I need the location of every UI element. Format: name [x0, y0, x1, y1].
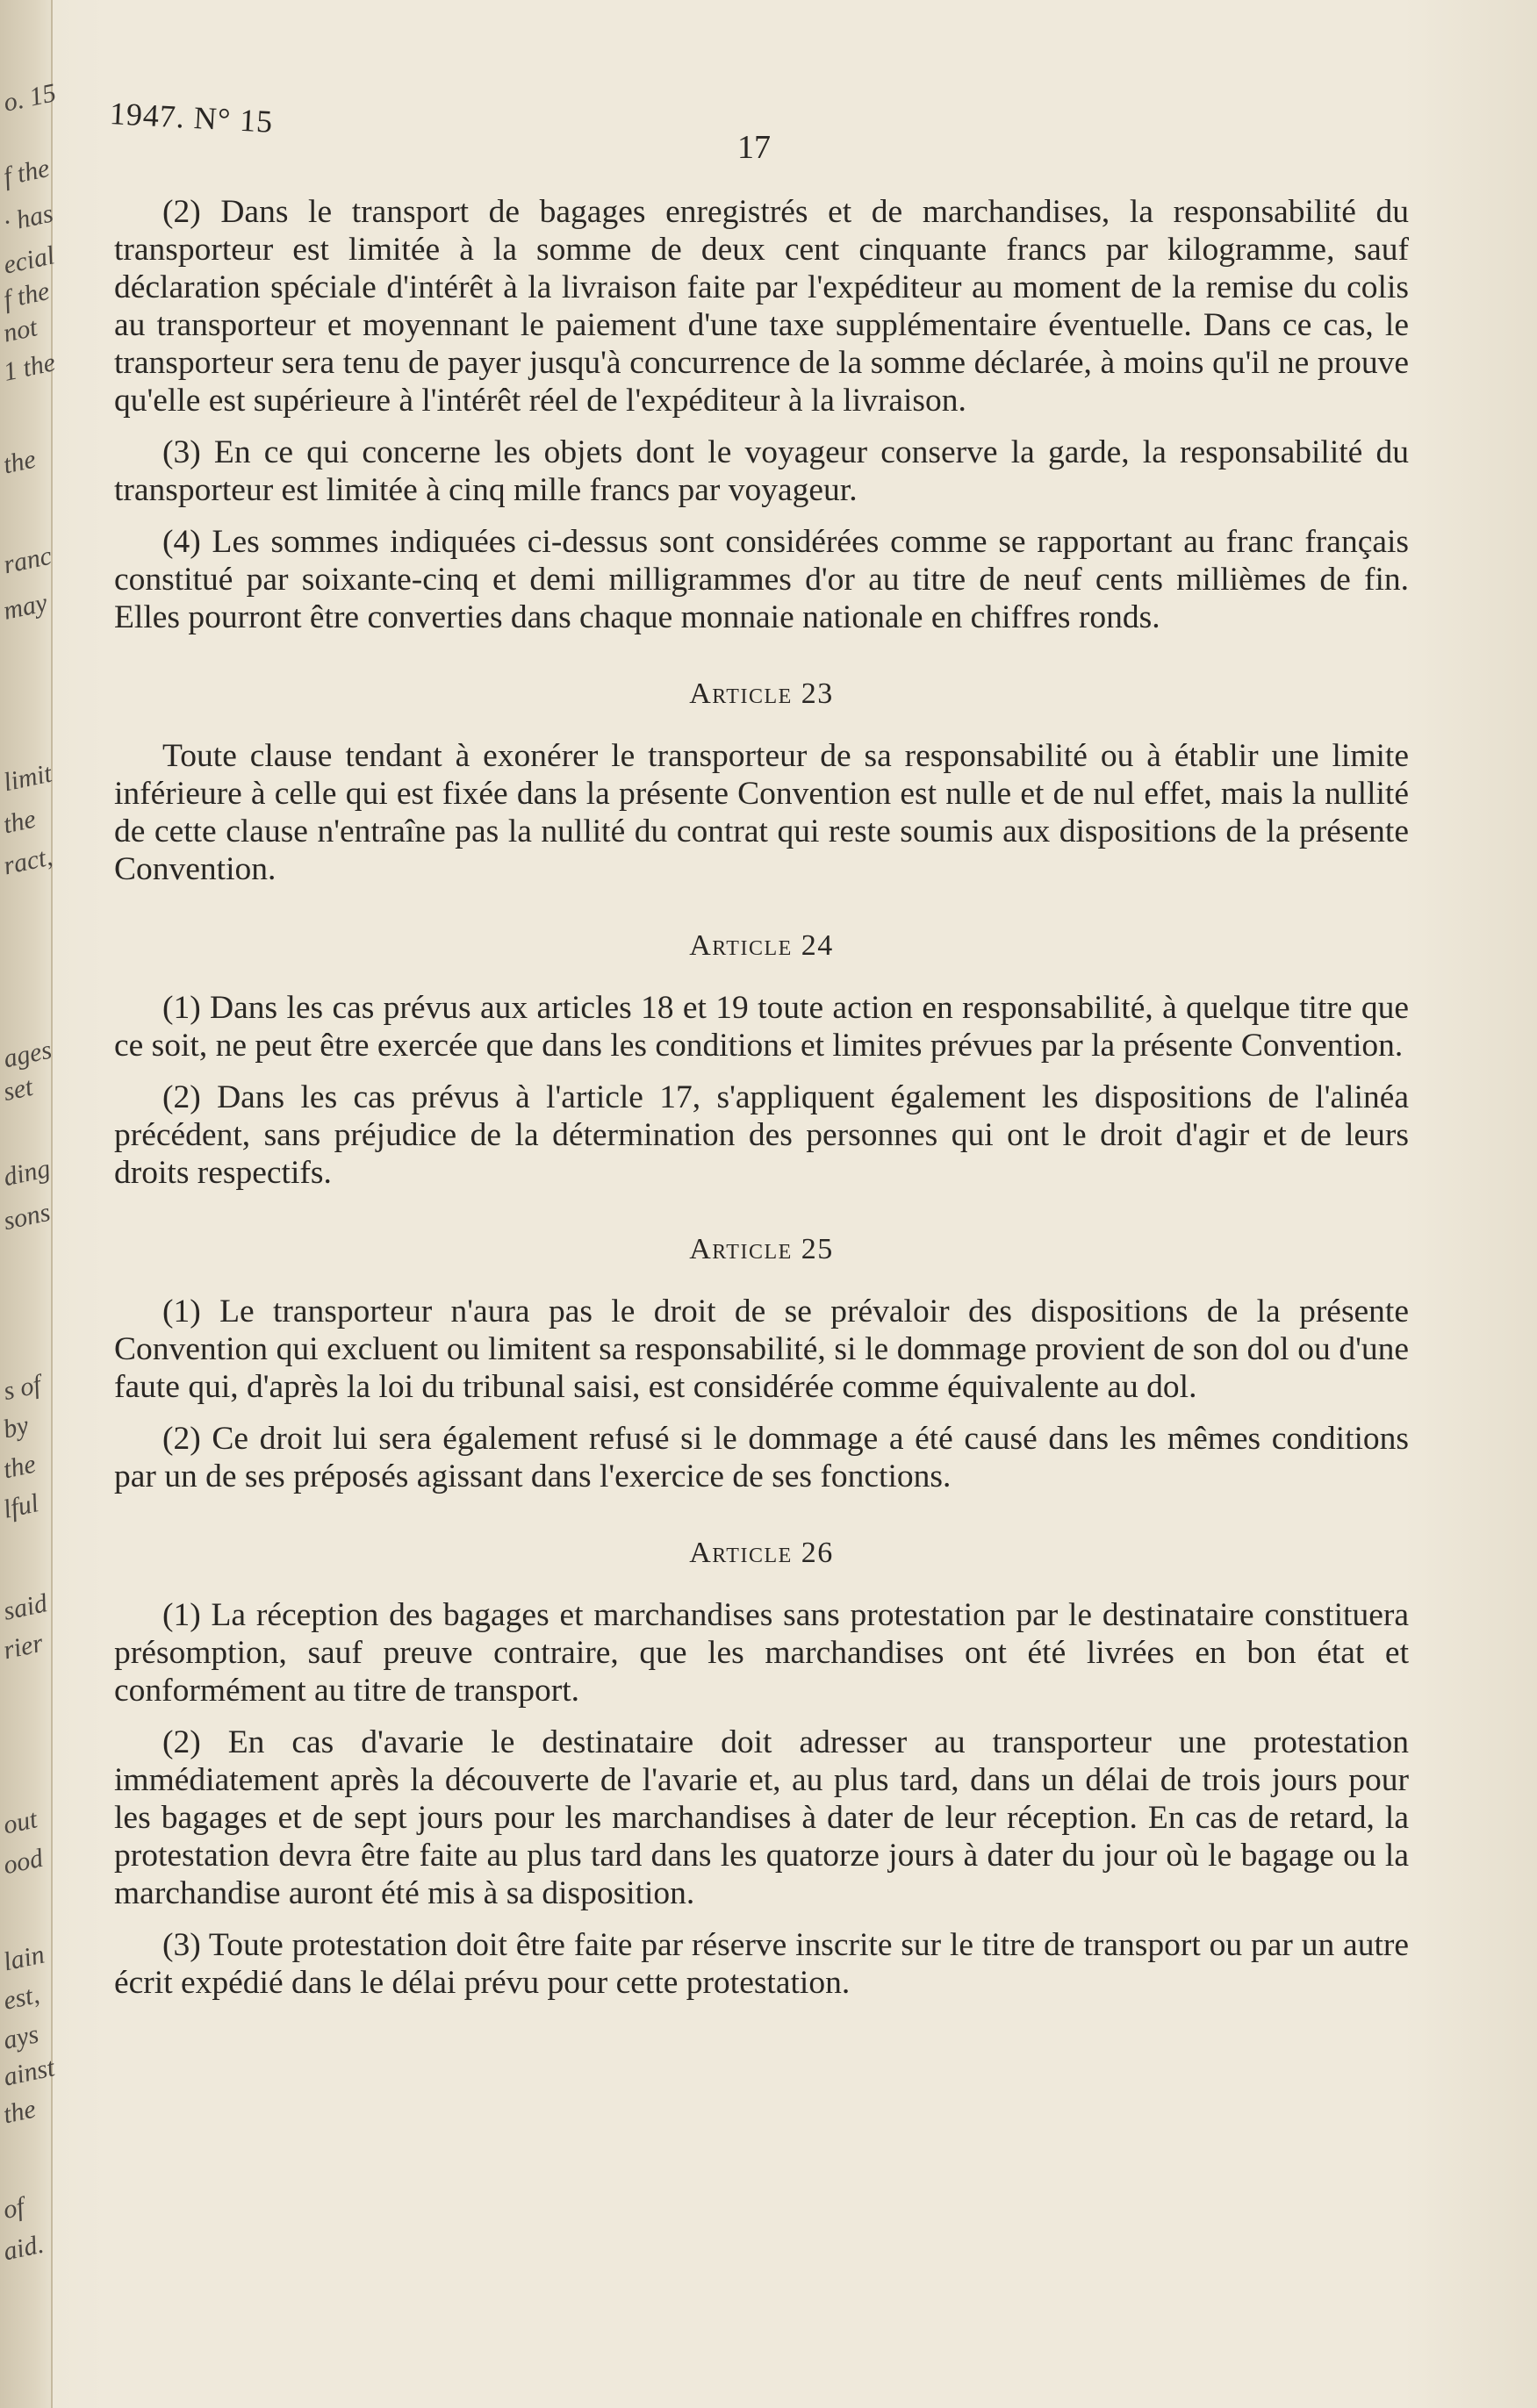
facing-page-fragment: ays — [0, 2019, 41, 2055]
facing-page-gutter — [0, 0, 59, 2408]
article-paragraph: (2) En cas d'avarie le destinataire doit adresser au transporteur une protestation immédiatement après la découverte de l'avarie et, au plus tard, dans un délai de trois jours pour les bagages et de sept jours pour les marchandises à dater de leur réception. En cas de retard, la protestation devra être faite au plus tard dans les quatorze jours à dater du jour où le bagage ou la marchandise auront été mis à sa disposition. — [114, 1724, 1409, 1911]
facing-page-fragment: ract, — [1, 842, 55, 881]
facing-page-fragment: aid. — [0, 2229, 47, 2267]
facing-page-fragment: the — [0, 804, 39, 840]
article-paragraph: (2) Ce droit lui sera également refusé si le dommage a été causé dans les mêmes conditions par un de ses préposés agissant dans l'exercice de ses fonctions. — [114, 1421, 1409, 1494]
facing-page-fragment: of — [0, 2191, 27, 2225]
article-heading: Article 26 — [689, 1537, 834, 1569]
facing-page-fragment: may — [1, 588, 50, 626]
facing-page-fragment: lful — [0, 1488, 41, 1524]
continued-paragraph: (3) En ce qui concerne les objets dont le voyageur conserve la garde, la responsabilité du transporteur est limitée à cinq mille francs par voyageur. — [114, 434, 1409, 508]
article-paragraph: (3) Toute protestation doit être faite par réserve inscrite sur le titre de transport ou par un autre écrit expédié dans le délai prévu pour cette protestation. — [114, 1927, 1409, 2001]
facing-page-fragment: the — [0, 444, 39, 480]
document-reference: 1947. N° 15 — [108, 96, 275, 140]
article-paragraph: Toute clause tendant à exonérer le transporteur de sa responsabilité ou à établir une limite inférieure à celle qui est fixée dans la présente Convention est nulle et de nul effet, mais la nullité de cette clause n'entraîne pas la nullité du contrat qui reste soumis aux dispositions de la présente Convention. — [114, 738, 1409, 887]
continued-paragraph: (4) Les sommes indiquées ci-dessus sont considérées comme se rapportant au franc français constitué par soixante-cinq et demi milligrammes d'or au titre de neuf cents millièmes de fin. Elles pourront être converties dans chaque monnaie nationale en chiffres ronds. — [114, 524, 1409, 635]
page-header — [108, 95, 1423, 166]
facing-page-fragment: by — [0, 1410, 32, 1444]
facing-page-fragment: the — [0, 1449, 39, 1485]
page-body — [114, 193, 1409, 2016]
facing-page-fragment: s of — [0, 1369, 44, 1407]
article-heading: Article 24 — [689, 929, 834, 962]
article-paragraph: (1) Le transporteur n'aura pas le droit de se prévaloir des dispositions de la présente Convention qui excluent ou limitent sa responsabilité, si le dommage provient de son dol ou d'une faute qui, d'après la loi du tribunal saisi, est considérée comme équivalente au dol. — [114, 1294, 1409, 1405]
facing-page-fragment: rier — [0, 1628, 46, 1666]
facing-page-fragment: the — [0, 2094, 39, 2130]
facing-page-fragment: set — [0, 1071, 36, 1107]
facing-page-fragment: f the — [1, 276, 53, 315]
facing-page-fragment: ecial — [1, 240, 58, 280]
article-heading: Article 23 — [689, 677, 834, 710]
facing-page-fragment: 1 the — [1, 348, 58, 387]
page-number: 17 — [737, 129, 771, 166]
article-paragraph: (1) La réception des bagages et marchandises sans protestation par le destinataire constituera présomption, sauf preuve contraire, que les marchandises ont été livrées en bon état et conformément au titre de transport. — [114, 1597, 1409, 1709]
article-paragraph: (1) Dans les cas prévus aux articles 18 et 19 toute action en responsabilité, à quelque titre que ce soit, ne peut être exercée que dans les conditions et limites prévues par la présente Convention. — [114, 990, 1409, 1064]
article-paragraph: (2) Dans les cas prévus à l'article 17, s'appliquent également les dispositions de l'alinéa précédent, sans préjudice de la détermination des personnes qui ont le droit d'agir et de leurs droits respectifs. — [114, 1079, 1409, 1191]
facing-page-fragment: · has — [1, 198, 56, 238]
facing-page-fragment: sons — [1, 1197, 54, 1236]
facing-page-fragment: ainst — [1, 2053, 58, 2092]
facing-page-fragment: said — [1, 1588, 50, 1626]
article-heading: Article 25 — [689, 1233, 834, 1265]
facing-page-fragment: f the — [1, 153, 53, 192]
facing-page-fragment: ranc — [1, 541, 54, 580]
facing-page-fragment: o. 15 — [1, 78, 59, 118]
facing-page-fragment: out — [0, 1804, 40, 1840]
facing-page-fragment: ding — [1, 1153, 54, 1193]
facing-page-fragment: ood — [0, 1843, 46, 1881]
continued-paragraph: (2) Dans le transport de bagages enregistrés et de marchandises, la responsabilité du transporteur est limitée à la somme de deux cent cinquante francs par kilogramme, sauf déclaration spéciale d'intérêt à la livraison faite par l'expéditeur au moment de la remise du colis au transporteur et moyennant le paiement d'une taxe supplémentaire éventuelle. Dans ce cas, le transporteur sera tenu de payer jusqu'à concurrence de la somme déclarée, à moins qu'il ne prouve qu'elle est supérieure à l'intérêt réel de l'expéditeur à la livraison. — [114, 194, 1409, 419]
facing-page-fragment: not — [0, 312, 40, 348]
facing-page-fragment: lain — [0, 1939, 47, 1977]
facing-page-fragment: ages — [1, 1035, 54, 1074]
facing-page-fragment: est, — [0, 1980, 42, 2016]
facing-page-fragment: limit — [1, 758, 54, 798]
